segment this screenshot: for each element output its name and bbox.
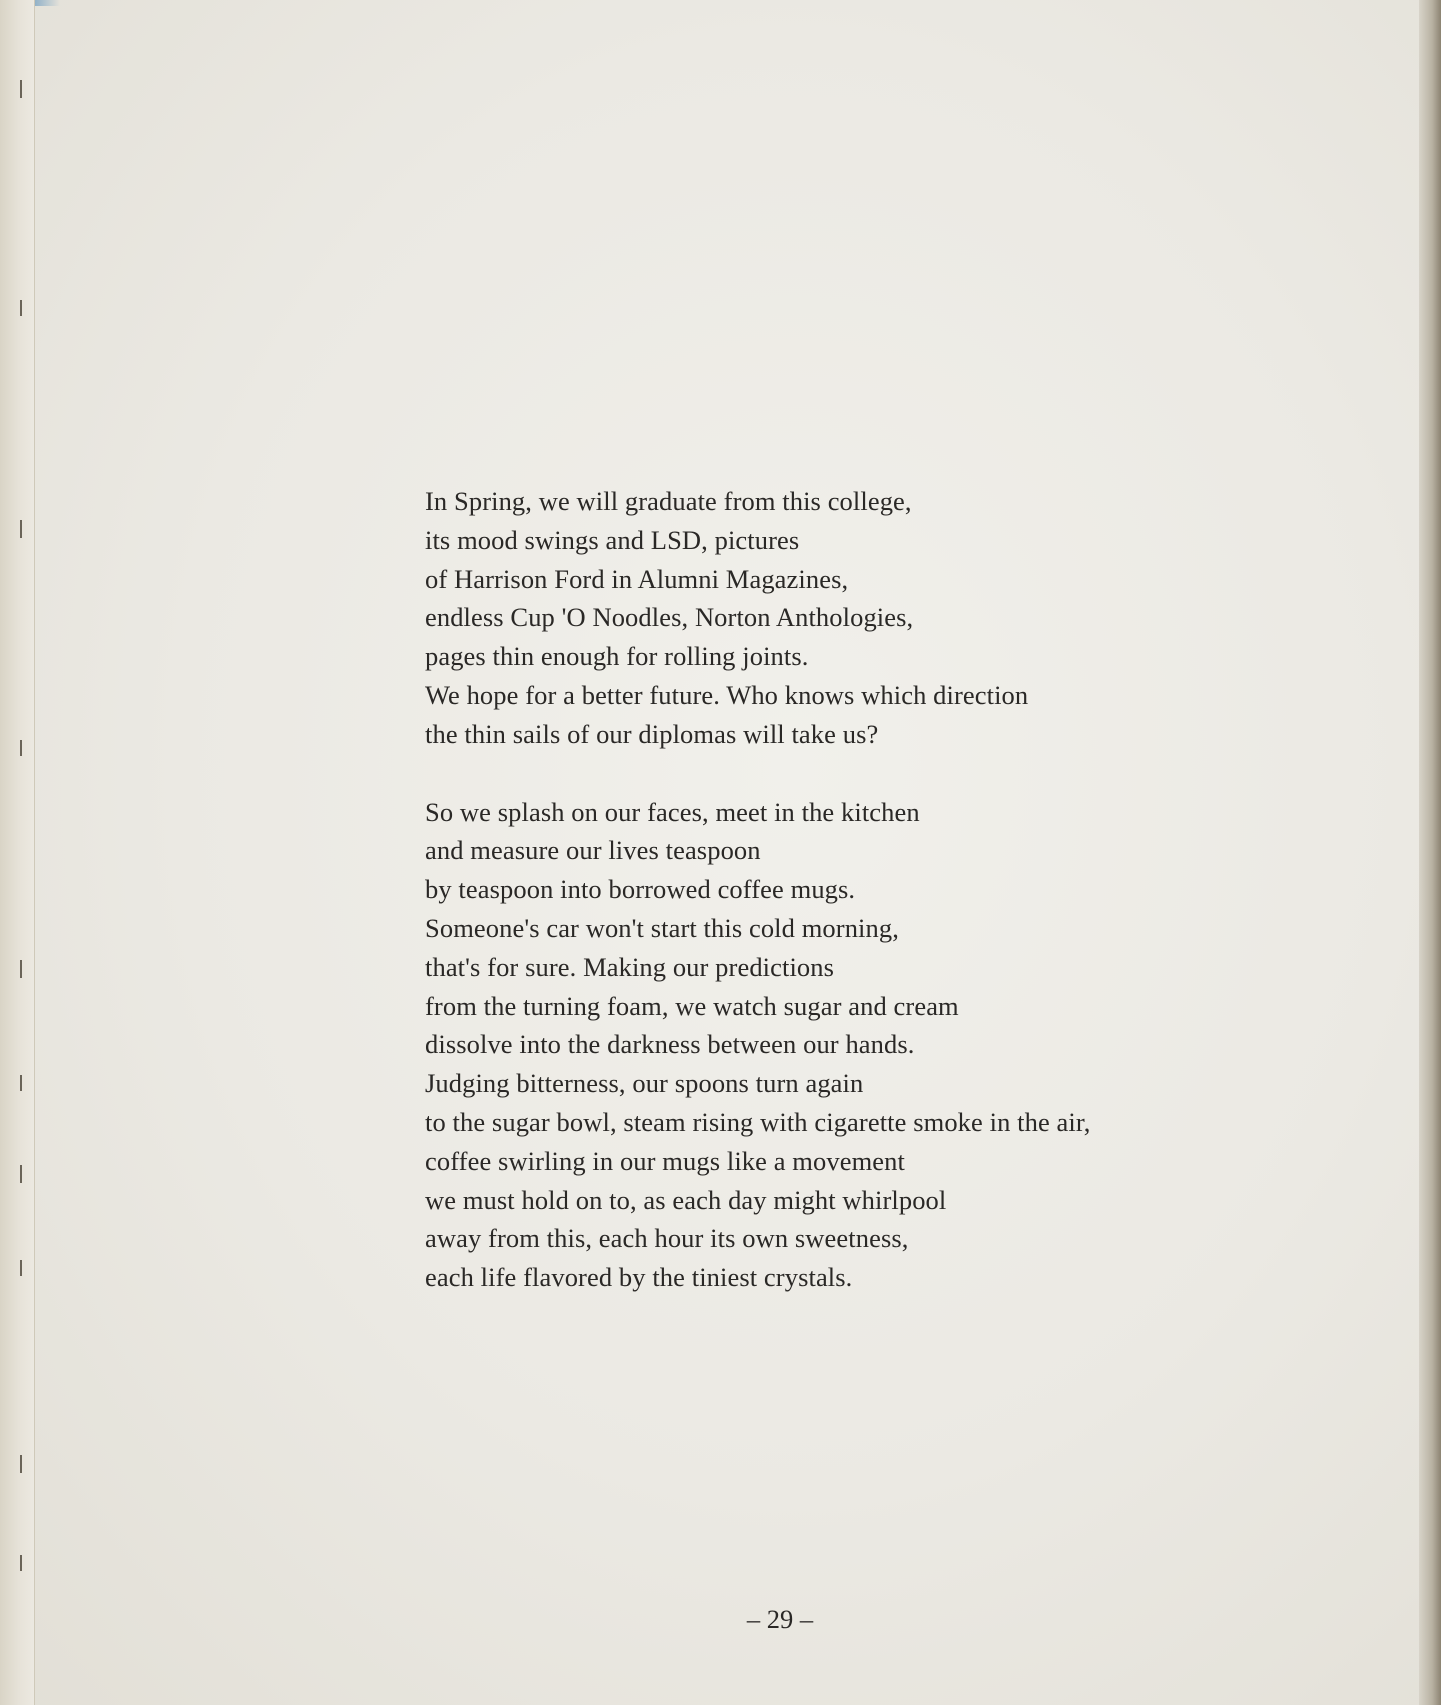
- poem-line: each life flavored by the tiniest crystals.: [425, 1262, 853, 1293]
- poem-line: away from this, each hour its own sweetness,: [425, 1223, 909, 1254]
- poem-line: we must hold on to, as each day might whirlpool: [425, 1184, 947, 1215]
- poem-line: pages thin enough for rolling joints.: [425, 641, 809, 672]
- poem-line: In Spring, we will graduate from this college,: [425, 486, 912, 516]
- poem-line: endless Cup 'O Noodles, Norton Anthologies,: [425, 602, 914, 633]
- poem-line: to the sugar bowl, steam rising with cigarette smoke in the air,: [425, 1106, 1091, 1137]
- poem-line: and measure our lives teaspoon: [425, 835, 761, 866]
- poem-line: from the turning foam, we watch sugar and cream: [425, 990, 959, 1021]
- page-right-edge: [1419, 0, 1441, 1705]
- poem-stanza-2: [425, 793, 1265, 1297]
- poem-line: the thin sails of our diplomas will take us?: [425, 718, 879, 749]
- poem-line: of Harrison Ford in Alumni Magazines,: [425, 563, 849, 594]
- poem-line: coffee swirling in our mugs like a movement: [425, 1145, 905, 1176]
- page-number: – 29 –: [746, 1604, 814, 1634]
- poem-line: Judging bitterness, our spoons turn again: [425, 1068, 864, 1099]
- poem-stanza-1: [425, 482, 1265, 754]
- page-binding: [0, 0, 35, 1705]
- poem-line: that's for sure. Making our predictions: [425, 951, 835, 982]
- poem-line: Someone's car won't start this cold morning,: [425, 912, 899, 943]
- poem-line: dissolve into the darkness between our hands.: [425, 1029, 915, 1060]
- poem-line: its mood swings and LSD, pictures: [425, 524, 800, 555]
- poem-line: So we splash on our faces, meet in the kitchen: [425, 796, 920, 827]
- poem-line: We hope for a better future. Who knows which direction: [425, 679, 1029, 710]
- poem-line: by teaspoon into borrowed coffee mugs.: [425, 874, 856, 905]
- poem-text: [425, 482, 1265, 1297]
